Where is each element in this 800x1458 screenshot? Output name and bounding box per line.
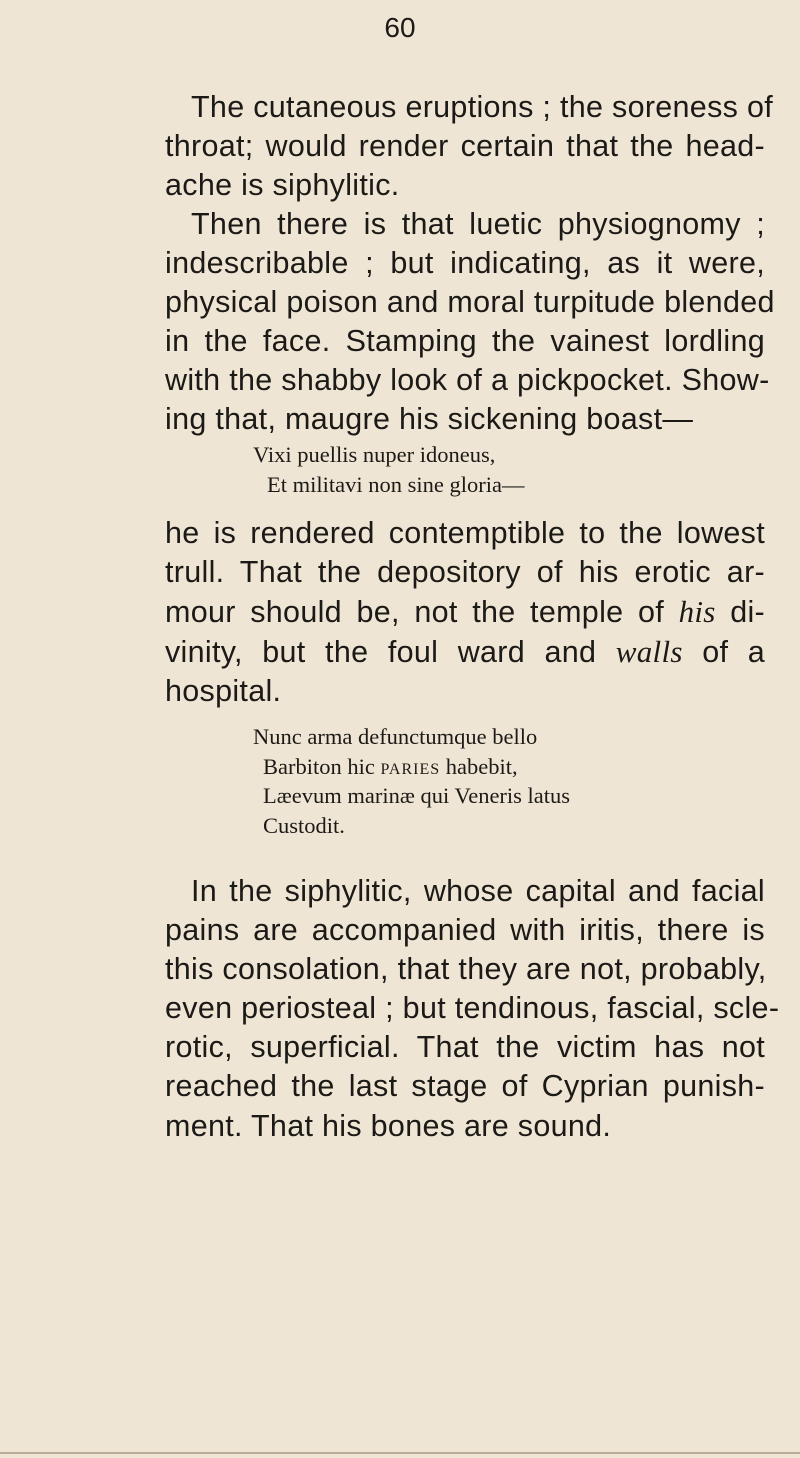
paragraph-line: ache is siphylitic. (165, 168, 400, 203)
text-run: mour should be, not the temple of (165, 595, 679, 630)
text-run: of a (682, 635, 765, 670)
paragraph-line: The cutaneous eruptions ; the soreness of (191, 90, 773, 124)
paragraph-line: trull. That the depository of his erotic ar- (165, 555, 765, 590)
paragraph-line: even periosteal ; but tendinous, fascial, scle- (165, 991, 780, 1026)
paragraph-line: In the siphylitic, whose capital and facial (191, 874, 765, 908)
paragraph-line: reached the last stage of Cyprian punish- (165, 1069, 765, 1104)
paragraph-line: physical poison and moral turpitude blended (165, 285, 775, 320)
paragraph-2 (165, 205, 775, 440)
page-number: 60 (384, 12, 416, 43)
paragraph-4 (165, 872, 780, 1146)
italic-word: walls (615, 634, 683, 670)
paragraph-line: indescribable ; but indicating, as it were, (165, 246, 765, 281)
paragraph-3 (165, 514, 765, 711)
paragraph-line: in the face. Stamping the vainest lordling (165, 324, 765, 359)
verse-line: Nunc arma defunctumque bello (253, 724, 538, 749)
paragraph-line: with the shabby look of a pickpocket. Show- (165, 363, 770, 398)
paragraph-line: pains are accompanied with iritis, there is (165, 913, 765, 948)
paragraph-line (165, 632, 765, 672)
paragraph-line: rotic, superficial. That the victim has not (165, 1030, 765, 1065)
paragraph-line: Then there is that luetic physiognomy ; (191, 207, 765, 241)
paragraph-1 (165, 88, 773, 205)
verse-line: Læevum marinæ qui Veneris latus (263, 783, 571, 808)
paragraph-line: hospital. (165, 674, 282, 709)
paragraph-line: he is rendered contemptible to the lowest (165, 516, 765, 550)
paragraph-line (165, 592, 765, 632)
page-edge-divider (0, 1452, 800, 1454)
latin-verse-2 (253, 722, 773, 840)
text-run: habebit, (440, 753, 518, 779)
paragraph-line: throat; would render certain that the head- (165, 129, 765, 164)
paragraph-line: this consolation, that they are not, probably, (165, 952, 767, 987)
text-run: di- (715, 595, 765, 630)
text-run: vinity, but the foul ward and (165, 635, 616, 670)
italic-word: his (678, 594, 716, 630)
paragraph-line: ment. That his bones are sound. (165, 1108, 612, 1143)
text-run: Barbiton hic (263, 753, 381, 779)
paragraph-line: ing that, maugre his sickening boast— (165, 402, 694, 437)
verse-line (253, 752, 773, 782)
verse-line: Vixi puellis nuper idoneus, (253, 442, 496, 467)
small-caps-word: paries (380, 753, 441, 779)
verse-line: Custodit. (263, 812, 345, 838)
latin-verse-1 (253, 440, 773, 499)
verse-line: Et militavi non sine gloria— (267, 471, 525, 497)
